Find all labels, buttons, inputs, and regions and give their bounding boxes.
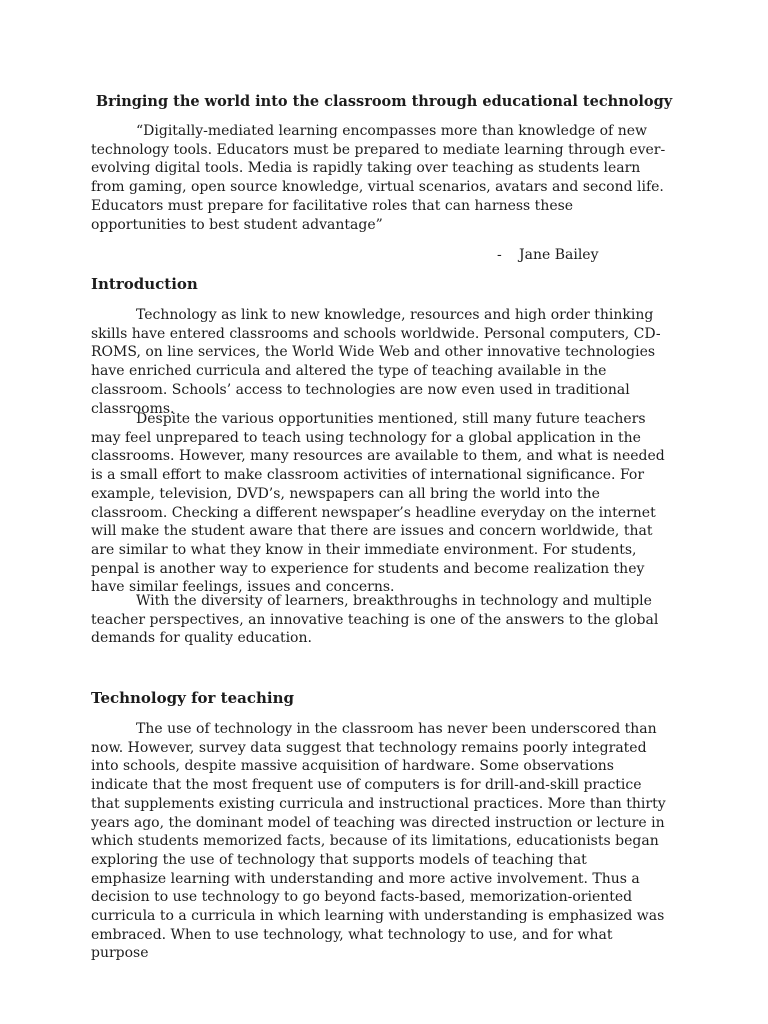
attribution-dash: - (497, 247, 502, 263)
document-title: Bringing the world into the classroom through educational technology (95, 93, 673, 110)
section-heading-technology-for-teaching: Technology for teaching (91, 689, 294, 707)
quote-attribution (497, 246, 599, 264)
attribution-name: Jane Bailey (519, 247, 599, 263)
intro-paragraph-2: Despite the various opportunities mentioned, still many future teachers may feel unprepared to teach using technology for a global application in the classrooms. However, many resources are available to them, and what is needed is a small effort to make classroom activities of international significance. For example, television, DVD’s, newspapers can all bring the world into the classroom. Checking a different newspaper’s headline everyday on the internet will make the student aware that there are issues and concern worldwide, that are similar to what they know in their immediate environment. For students, penpal is another way to experience for students and become realization they have similar feelings, issues and concerns. (91, 411, 665, 596)
teaching-paragraph-1: The use of technology in the classroom has never been underscored than now. However, survey data suggest that technology remains poorly integrated into schools, despite massive acquisition of hardware. Some observations indicate that the most frequent use of computers is for drill-and-skill practice that supplements existing curricula and instructional practices. More than thirty years ago, the dominant model of teaching was directed instruction or lecture in which students memorized facts, because of its limitations, educationists began exploring the use of technology that supports models of teaching that emphasize learning with understanding and more active involvement. Thus a decision to use technology to go beyond facts-based, memorization-oriented curricula to a curricula in which learning with understanding is emphasized was embraced. When to use technology, what technology to use, and for what purpose (91, 721, 666, 962)
section-heading-introduction: Introduction (91, 275, 198, 293)
intro-paragraph-3: With the diversity of learners, breakthroughs in technology and multiple teacher perspectives, an innovative teaching is one of the answers to the global demands for quality education. (91, 593, 659, 647)
epigraph-quote: “Digitally-mediated learning encompasses more than knowledge of new technology tools. Educators must be prepared to mediate learning through ever-evolving digital tools. Media is rapidly taking over teaching as students learn from gaming, open source knowledge, virtual scenarios, avatars and second life. Educators must prepare for facilitative roles that can harness these opportunities to best student advantage” (91, 123, 666, 233)
intro-paragraph-1: Technology as link to new knowledge, resources and high order thinking skills have entered classrooms and schools worldwide. Personal computers, CD-ROMS, on line services, the World Wide Web and other innovative technologies have enriched curricula and altered the type of teaching available in the classroom. Schools’ access to technologies are now even used in traditional classrooms. (91, 307, 661, 417)
